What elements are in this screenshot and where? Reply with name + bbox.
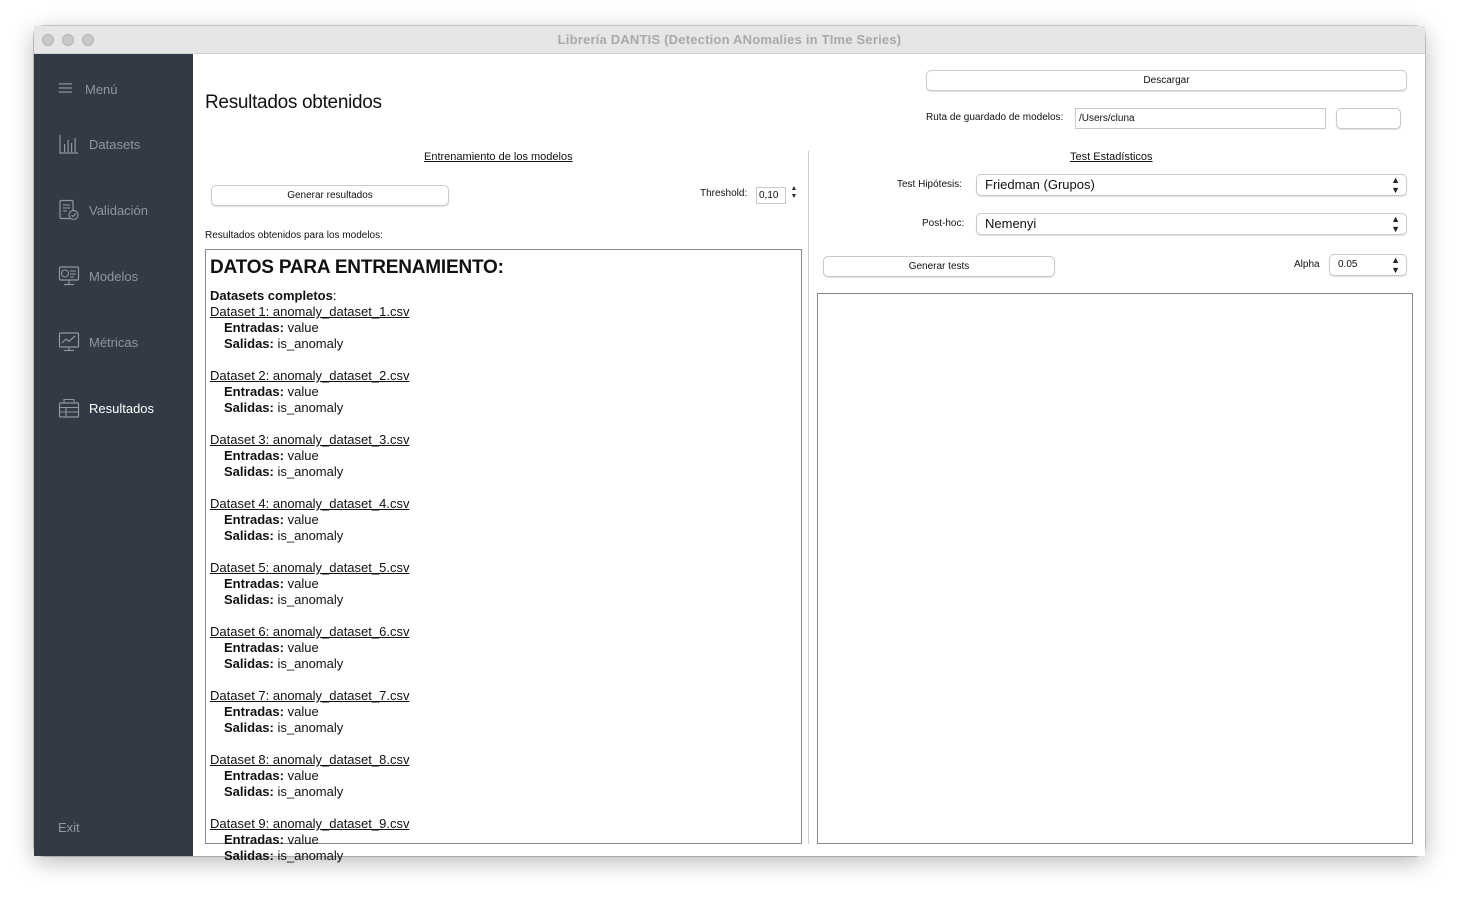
- save-path-label: Ruta de guardado de modelos:: [926, 112, 1064, 123]
- posthoc-select[interactable]: [976, 213, 1407, 235]
- dataset-entry: [210, 496, 797, 544]
- dataset-entry: [210, 432, 797, 480]
- inputs-value: value: [287, 384, 319, 399]
- page-title: Resultados obtenidos: [205, 92, 382, 113]
- dataset-entry: [210, 304, 797, 352]
- dataset-outputs: [210, 400, 797, 416]
- models-icon: [58, 265, 80, 287]
- dataset-outputs: [210, 464, 797, 480]
- inputs-label: Entradas:: [224, 576, 284, 591]
- sidebar-item-label: Resultados: [89, 400, 155, 416]
- outputs-value: is_anomaly: [277, 720, 344, 735]
- training-section-title: Entrenamiento de los modelos: [424, 151, 573, 163]
- dataset-inputs: [210, 320, 797, 336]
- inputs-value: value: [287, 320, 319, 335]
- posthoc-value: Nemenyi: [985, 216, 1037, 231]
- validation-icon: [58, 199, 80, 221]
- sidebar-item-resultados[interactable]: [58, 397, 154, 419]
- dataset-outputs: [210, 784, 797, 800]
- column-divider: [808, 151, 809, 844]
- sidebar-item-label: Validación: [89, 202, 149, 218]
- dataset-entry: [210, 560, 797, 608]
- complete-datasets-label: Datasets completos: [210, 288, 333, 303]
- results-heading: DATOS PARA ENTRENAMIENTO:: [210, 257, 504, 278]
- dataset-entry: [210, 816, 797, 864]
- chevron-up-icon[interactable]: ▲: [790, 185, 798, 192]
- outputs-label: Salidas:: [224, 848, 274, 863]
- outputs-value: is_anomaly: [277, 464, 344, 479]
- outputs-value: is_anomaly: [277, 400, 344, 415]
- bar-chart-icon: [58, 133, 80, 155]
- training-results-text[interactable]: DATOS PARA ENTRENAMIENTO: Datasets completos: Dataset 1: anomaly_dataset_1.csv Entradas: value Salidas: is_anomaly Dataset 2: anomaly_dataset_2.csv Entradas: value Salidas: is_anomaly Dataset 3: anomaly_dataset_3.csv Entradas: value Salidas: is_anomaly Dataset 4: anomaly_dataset_4.csv Entradas: value Salidas: is_anomaly Dataset 5: anomaly_dataset_5.csv Entradas: value Salidas: is_anomaly Dataset 6: anomaly_dataset_6.csv Entradas: value Salidas: is_anomaly Dataset 7: anomaly_dataset_7.csv Entradas: value Salidas: is_anomaly Dataset 8: anomaly_dataset_8.csv Entradas: value Salidas: is_anomaly Dataset 9: anomaly_dataset_9.csv Entradas: value Salidas: is_anomaly: [205, 249, 802, 844]
- results-icon: [58, 397, 80, 419]
- outputs-value: is_anomaly: [277, 592, 344, 607]
- tests-section-title: Test Estadísticos: [1070, 151, 1153, 163]
- inputs-value: value: [287, 448, 319, 463]
- results-caption: Resultados obtenidos para los modelos:: [205, 230, 383, 241]
- dataset-entry: [210, 752, 797, 800]
- dataset-outputs: [210, 336, 797, 352]
- outputs-label: Salidas:: [224, 784, 274, 799]
- dataset-outputs: [210, 720, 797, 736]
- inputs-value: value: [287, 640, 319, 655]
- dataset-inputs: [210, 384, 797, 400]
- sidebar: [34, 54, 193, 856]
- inputs-label: Entradas:: [224, 768, 284, 783]
- threshold-spinbox[interactable]: 0,10: [756, 187, 786, 204]
- dataset-title: Dataset 1: anomaly_dataset_1.csv: [210, 304, 410, 319]
- dataset-title: Dataset 3: anomaly_dataset_3.csv: [210, 432, 410, 447]
- dataset-entry: [210, 368, 797, 416]
- outputs-label: Salidas:: [224, 464, 274, 479]
- dataset-title: Dataset 6: anomaly_dataset_6.csv: [210, 624, 410, 639]
- alpha-label: Alpha: [1294, 259, 1320, 270]
- inputs-value: value: [287, 512, 319, 527]
- dataset-inputs: [210, 832, 797, 848]
- outputs-value: is_anomaly: [277, 656, 344, 671]
- dataset-title: Dataset 5: anomaly_dataset_5.csv: [210, 560, 410, 575]
- sidebar-item-modelos[interactable]: [58, 265, 138, 287]
- inputs-value: value: [287, 832, 319, 847]
- hypothesis-test-select[interactable]: [976, 174, 1407, 196]
- outputs-label: Salidas:: [224, 656, 274, 671]
- hamburger-icon: [58, 80, 76, 98]
- window-title: Librería DANTIS (Detection ANomalies in TIme Series): [557, 32, 902, 47]
- browse-path-button[interactable]: [1336, 108, 1401, 129]
- outputs-label: Salidas:: [224, 336, 274, 351]
- inputs-label: Entradas:: [224, 448, 284, 463]
- dataset-title: Dataset 8: anomaly_dataset_8.csv: [210, 752, 410, 767]
- dataset-entry: [210, 688, 797, 736]
- threshold-label: Threshold:: [700, 188, 748, 199]
- outputs-label: Salidas:: [224, 720, 274, 735]
- app-window: [34, 26, 1425, 863]
- sidebar-item-datasets[interactable]: [58, 133, 140, 155]
- chevron-down-icon[interactable]: ▼: [790, 193, 798, 200]
- menu-label: Menú: [85, 81, 118, 97]
- outputs-value: is_anomaly: [277, 848, 344, 863]
- dataset-title: Dataset 9: anomaly_dataset_9.csv: [210, 816, 410, 831]
- dataset-inputs: [210, 512, 797, 528]
- dataset-list: [210, 304, 797, 864]
- threshold-stepper[interactable]: [789, 185, 799, 201]
- inputs-value: value: [287, 576, 319, 591]
- sidebar-item-validacion[interactable]: [58, 199, 148, 221]
- dataset-title: Dataset 2: anomaly_dataset_2.csv: [210, 368, 410, 383]
- dataset-inputs: [210, 640, 797, 656]
- inputs-label: Entradas:: [224, 640, 284, 655]
- chevron-updown-icon: ▲ ▼: [1391, 255, 1400, 275]
- inputs-label: Entradas:: [224, 512, 284, 527]
- exit-button[interactable]: Exit: [58, 820, 80, 835]
- generate-tests-button[interactable]: Generar tests: [823, 256, 1055, 277]
- outputs-label: Salidas:: [224, 528, 274, 543]
- save-path-input[interactable]: [1075, 108, 1326, 129]
- outputs-value: is_anomaly: [277, 528, 344, 543]
- sidebar-item-label: Modelos: [89, 268, 139, 284]
- sidebar-item-label: Datasets: [89, 136, 141, 152]
- generate-results-button[interactable]: Generar resultados: [211, 185, 449, 206]
- dataset-outputs: [210, 592, 797, 608]
- hypothesis-test-value: Friedman (Grupos): [985, 177, 1095, 192]
- download-button[interactable]: Descargar: [926, 70, 1407, 91]
- chevron-updown-icon: ▲ ▼: [1391, 175, 1400, 195]
- inputs-label: Entradas:: [224, 704, 284, 719]
- inputs-value: value: [287, 768, 319, 783]
- hypothesis-test-label: Test Hipótesis:: [897, 179, 963, 190]
- dataset-outputs: [210, 528, 797, 544]
- alpha-select[interactable]: [1329, 254, 1407, 276]
- metrics-icon: [58, 331, 80, 353]
- outputs-value: is_anomaly: [277, 336, 344, 351]
- title-bar: [34, 26, 1425, 54]
- dataset-outputs: [210, 848, 797, 864]
- posthoc-label: Post-hoc:: [922, 218, 965, 229]
- chevron-updown-icon: ▲ ▼: [1391, 214, 1400, 234]
- dataset-inputs: [210, 704, 797, 720]
- tests-results-area[interactable]: [817, 293, 1413, 844]
- dataset-inputs: [210, 576, 797, 592]
- dataset-entry: [210, 624, 797, 672]
- dataset-inputs: [210, 448, 797, 464]
- sidebar-item-label: Métricas: [89, 334, 139, 350]
- inputs-value: value: [287, 704, 319, 719]
- outputs-label: Salidas:: [224, 592, 274, 607]
- dataset-inputs: [210, 768, 797, 784]
- dataset-outputs: [210, 656, 797, 672]
- alpha-value: 0.05: [1338, 259, 1358, 270]
- inputs-label: Entradas:: [224, 384, 284, 399]
- menu-toggle[interactable]: [58, 80, 118, 98]
- outputs-label: Salidas:: [224, 400, 274, 415]
- dataset-title: Dataset 7: anomaly_dataset_7.csv: [210, 688, 410, 703]
- inputs-label: Entradas:: [224, 320, 284, 335]
- inputs-label: Entradas:: [224, 832, 284, 847]
- sidebar-item-metricas[interactable]: [58, 331, 138, 353]
- outputs-value: is_anomaly: [277, 784, 344, 799]
- dataset-title: Dataset 4: anomaly_dataset_4.csv: [210, 496, 410, 511]
- main-panel: [193, 54, 1425, 863]
